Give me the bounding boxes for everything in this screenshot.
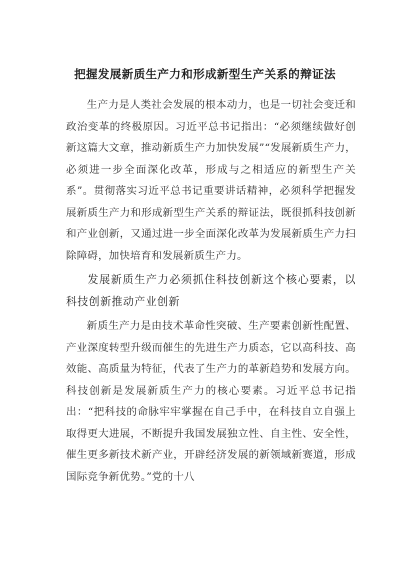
paragraph-intro: 生产力是人类社会发展的根本动力，也是一切社会变迁和政治变革的终极原因。习近平总书记指出：“必须继续做好创新这篇大文章，推动新质生产力加快发展”“发展新质生产力，必须进一步全面深化改革，形成与之相适应的新型生产关系”。贯彻落实习近平总书记重要讲话精神，必须科学把握发展新质生产力和形成新型生产关系的辩证法，既很抓科技创新和产业创新，又通过进一步全面深化改革为发展新质生产力扫除障碍，加快培育和发展新质生产力。 (66, 99, 356, 262)
section-lead-paragraph: 发展新质生产力必须抓住科技创新这个核心要素，以科技创新推动产业创新 (66, 273, 356, 308)
document-title: 把握发展新质生产力和形成新型生产关系的辩证法 (74, 67, 336, 81)
paragraph-new-quality-productivity: 新质生产力是由技术革命性突破、生产要素创新性配置、产业深度转型升级而催生的先进生产力质态，它以高科技、高效能、高质量为特征，代表了生产力的革新趋势和发展方向。科技创新是发展新质生产力的核心要素。习近平总书记指出：“把科技的命脉牢牢掌握在自己手中，在科技自立自强上取得更大进展，不断提升我国发展独立性、自主性、安全性，催生更多新技术新产业，开辟经济发展的新领域新赛道，形成国际竞争新优势。”党的十八 (66, 320, 356, 483)
document-body (66, 95, 356, 488)
